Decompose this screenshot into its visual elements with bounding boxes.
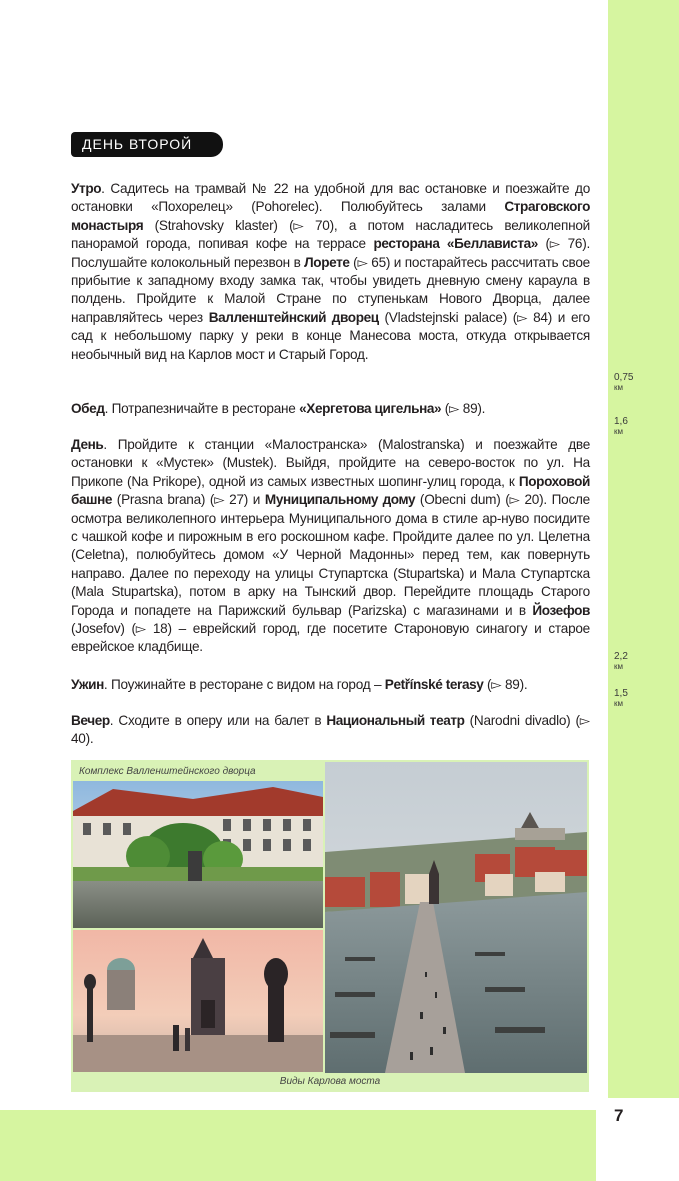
paragraph-lunch xyxy=(71,400,590,418)
place-municipal-house: Муниципальному дому xyxy=(264,492,416,508)
text: . Поужинайте в ресторане с видом на город – xyxy=(103,677,385,692)
side-color-bar xyxy=(608,0,679,1181)
text: . Сходите в оперу или на балет в xyxy=(109,713,327,728)
distance-unit: км xyxy=(614,427,623,436)
place-hergetova: «Хергетова цигельна» xyxy=(299,401,442,416)
distance-value: 1,6 xyxy=(614,416,628,427)
label-day: День xyxy=(71,437,104,452)
label-lunch: Обед xyxy=(71,401,105,416)
distance-unit: км xyxy=(614,699,623,708)
place-strahov: Страговского монастыря xyxy=(71,199,590,233)
place-national-theatre: Национальный театр xyxy=(326,713,465,728)
place-loreta: Лорете xyxy=(304,254,350,270)
paragraph-evening xyxy=(71,712,590,749)
page-number-tab xyxy=(596,1098,679,1181)
distance-unit: км xyxy=(614,662,623,671)
place-powder-tower: Пороховой башне xyxy=(71,473,590,508)
place-wallenstein: Валленштейнский дворец xyxy=(208,309,379,325)
text: (Josefov) (▻ 18) – еврейский город, где посетите Староновую синагогу и старое еврейское кладбище. xyxy=(71,621,590,655)
distance-marker xyxy=(614,651,628,671)
caption-wallenstein: Комплекс Валленштейнского дворца xyxy=(79,766,256,777)
text: (Narodni divadlo) (▻ 40). xyxy=(71,713,590,747)
photo-wallenstein-palace xyxy=(73,781,323,928)
section-title: ДЕНЬ ВТОРОЙ xyxy=(71,132,223,157)
photo-charles-bridge-tower xyxy=(73,930,323,1072)
text: (▻ 89). xyxy=(483,677,528,692)
text: (▻ 89). xyxy=(441,401,486,416)
paragraph-dinner xyxy=(71,676,590,694)
photo-charles-bridge-aerial xyxy=(325,762,587,1073)
text: (▻ 65) и постарайтесь рассчитать свое прибытие к западному входу замка так, чтобы увидеть дневную смену караула в полдень. Пройдите к Малой Стране по ступенькам Нового Дворца, далее направляйтесь через xyxy=(71,254,590,325)
bottom-color-bar xyxy=(0,1110,679,1181)
distance-value: 2,2 xyxy=(614,651,628,662)
distance-marker xyxy=(614,372,633,392)
label-dinner: Ужин xyxy=(71,677,104,692)
distance-marker xyxy=(614,416,628,436)
distance-unit: км xyxy=(614,383,623,392)
paragraph-morning xyxy=(71,180,590,364)
text: (Obecni dum) (▻ 20). После осмотра великолепного интерьера Муниципального дома в стиле ар-нуво посидите с чашкой кофе и пирожным в его роскошном кафе. Пройдите далее по ул. Целетна (Celetna), полюбуйтесь домом «У Черной Мадонны» перед тем, как повернуть направо. Далее по переходу на улицы Ступартска (Stupartska) и Мала Ступартска (Mala Stupartska), потом в арку на Тынский двор. Перейдите площадь Старого Города и попадете на Парижский бульвар (Parizska) с магазинами и в xyxy=(71,492,590,618)
distance-value: 1,5 xyxy=(614,688,628,699)
label-morning: Утро xyxy=(71,181,102,196)
label-evening: Вечер xyxy=(71,713,110,728)
caption-charles-bridge: Виды Карлова моста xyxy=(279,1076,381,1087)
paragraph-day xyxy=(71,436,590,657)
text: (Strahovsky klaster) (▻ 70), а потом насладитесь великолепной панорамой города, попивая кофе на террасе xyxy=(71,217,590,252)
distance-marker xyxy=(614,688,628,708)
text: . Потрапезничайте в ресторане xyxy=(104,401,300,416)
text: (Prasna brana) (▻ 27) и xyxy=(112,492,265,508)
text: . Садитесь на трамвай № 22 на удобной для вас остановке и поезжайте до остановки «Похорелец» (Pohorelec). Полюбуйтесь залами xyxy=(71,181,590,215)
place-josefov: Йозефов xyxy=(532,602,590,618)
text: (Vladstejnski palace) (▻ 84) и его сад к небольшому парку у реки в конце Манесова моста, откуда открывается необычный вид на Карлов мост и Старый Город. xyxy=(71,309,590,362)
distance-value: 0,75 xyxy=(614,372,634,383)
place-bellavista: ресторана «Беллависта» xyxy=(373,236,538,252)
place-petrinske: Petřínské terasy xyxy=(384,677,484,692)
text: . Пройдите к станции «Малостранска» (Malostranska) и поезжайте две остановки к «Мустек» (Mustek). Выйдя, пройдите на северо-восток по ул. На Прикопе (Na Prikope), одной из самых известных шопинг-улиц города, к xyxy=(71,437,590,489)
page-number: 7 xyxy=(614,1106,624,1125)
text: (▻ 76). Послушайте колокольный перезвон в xyxy=(71,236,590,270)
